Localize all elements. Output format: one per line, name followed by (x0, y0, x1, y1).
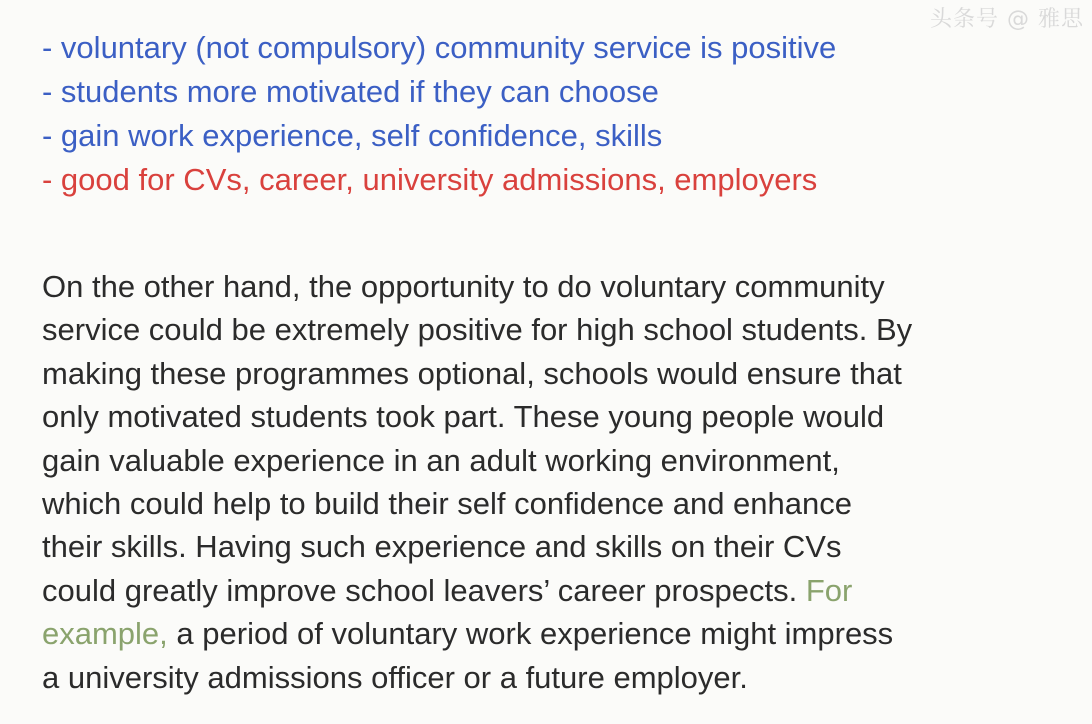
paragraph-line: On the other hand, the opportunity to do voluntary community (42, 269, 885, 304)
paragraph-line: a university admissions officer or a future employer. (42, 659, 748, 695)
note-item-motivation: - students more motivated if they can choose (42, 74, 659, 109)
watermark-text: 头条号 @ 雅思 (930, 7, 1084, 32)
notes-list (42, 26, 836, 202)
paragraph-line: only motivated students took part. These young people would (42, 399, 885, 435)
paragraph-line (42, 569, 1082, 612)
paragraph-line: which could help to build their self confidence and enhance (42, 486, 852, 522)
paragraph-line: making these programmes optional, schools would ensure that (42, 355, 902, 391)
linking-phrase-highlight: example, (42, 616, 168, 652)
note-item-career: - good for CVs, career, university admissions, employers (42, 162, 818, 197)
paragraph-line: gain valuable experience in an adult working environment, (42, 442, 840, 478)
paragraph-text: a period of voluntary work experience might impress (167, 616, 894, 652)
body-paragraph (42, 265, 1082, 699)
linking-phrase-highlight: For (805, 572, 853, 608)
note-item-voluntary: - voluntary (not compulsory) community service is positive (42, 30, 837, 65)
note-item-experience: - gain work experience, self confidence, skills (42, 118, 663, 153)
paragraph-text: could greatly improve school leavers’ career prospects. (42, 572, 806, 608)
paragraph-line: their skills. Having such experience and skills on their CVs (42, 529, 842, 565)
paragraph-line: service could be extremely positive for high school students. By (42, 312, 913, 348)
paragraph-line (42, 612, 1082, 655)
